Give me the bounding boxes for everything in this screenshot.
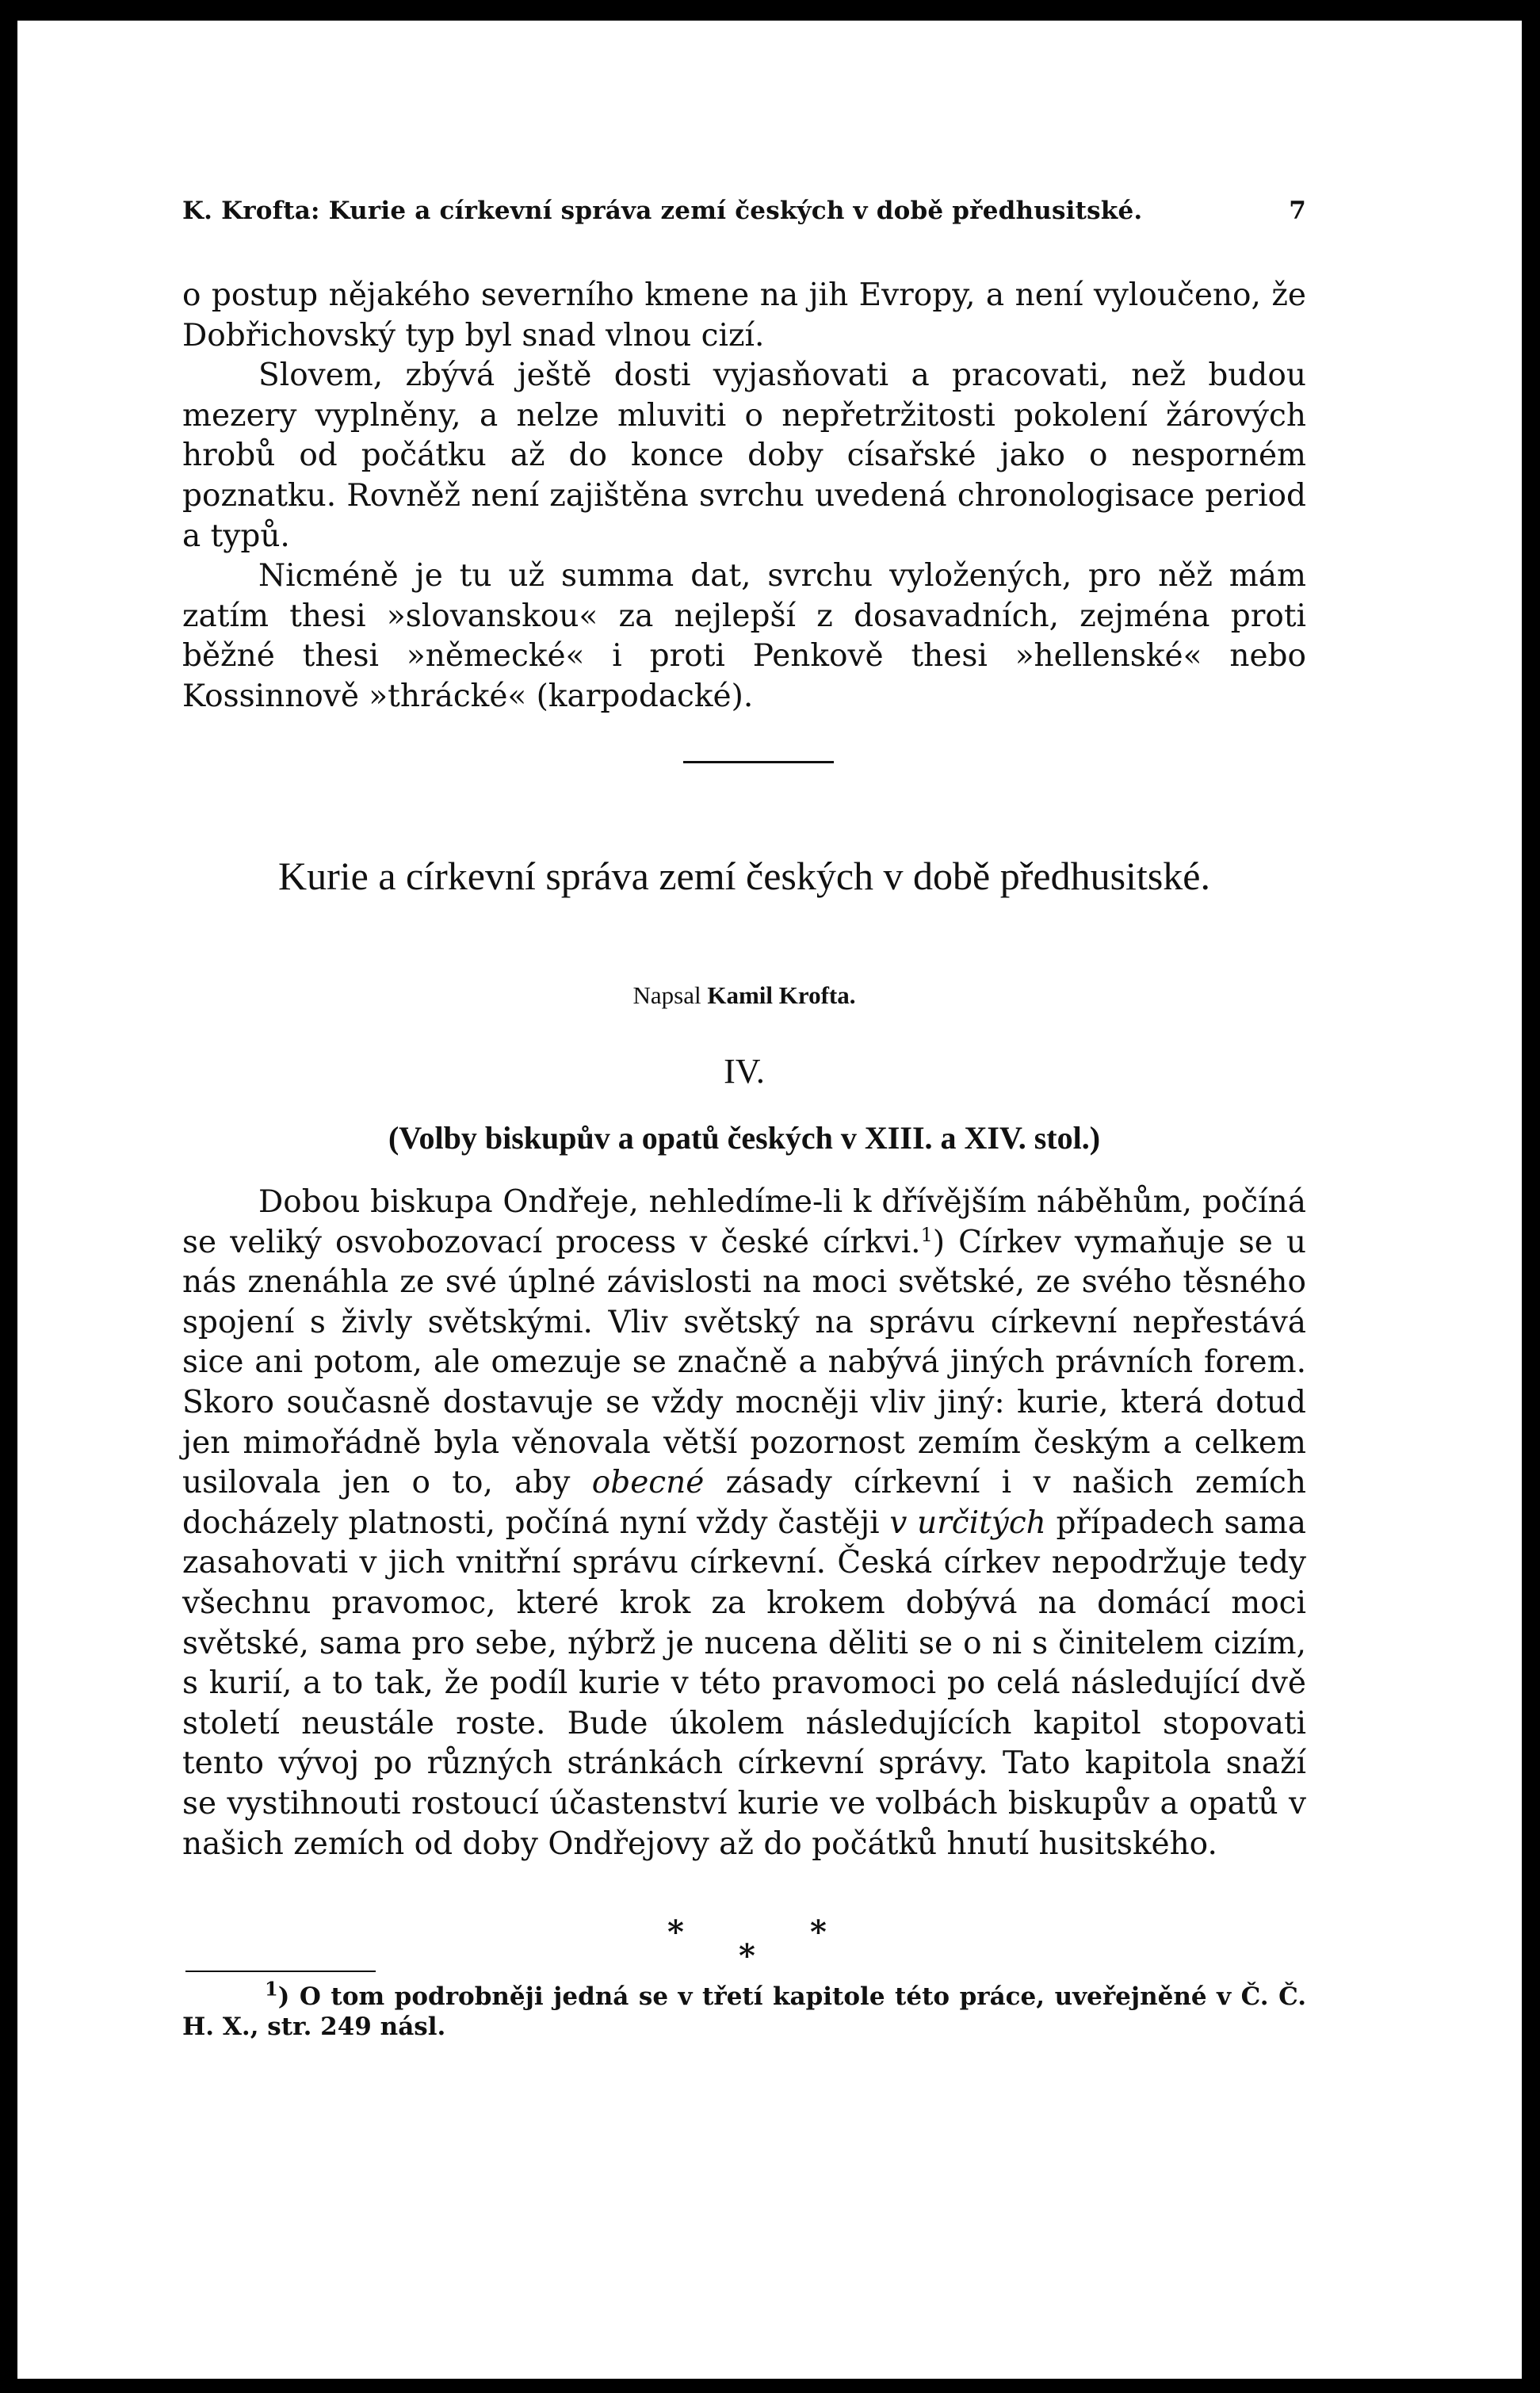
asterism-star-center: * bbox=[739, 1937, 755, 1974]
emphasis-urcitych: v určitých bbox=[889, 1504, 1046, 1541]
chapter-subtitle: (Volby biskupův a opatů českých v XIII. a XIV. stol.) bbox=[388, 1120, 1101, 1156]
emphasis-obecne: obecné bbox=[591, 1465, 705, 1501]
paragraph-continued: o postup nějakého severního kmene na jih Evropy, a není vyloučeno, že Dobřichovský typ byl snad vlnou cizí. bbox=[182, 277, 1306, 354]
chapter-number: IV. bbox=[724, 1052, 765, 1091]
article-title: Kurie a církevní správa zemí českých v době předhusitské. bbox=[278, 854, 1210, 898]
footnote-text: ) O tom podrobněji jedná se v třetí kapitole této práce, uveřejněné v Č. Č. H. X., str. 249 násl. bbox=[182, 1982, 1306, 2041]
article-paragraph bbox=[182, 1183, 1306, 1864]
footnote-reference: 1 bbox=[920, 1223, 933, 1246]
asterism bbox=[667, 1913, 858, 1977]
paragraph-summary: Slovem, zbývá ještě dosti vyjasňovati a pracovati, než budou mezery vyplněny, a nelze mluviti o nepřetržitosti pokolení žárových hrobů od počátku až do konce doby císařské jako o nesporném poznatku. Rovněž není zajištěna svrchu uvedená chronologisace period a typů. bbox=[182, 357, 1306, 554]
running-head bbox=[182, 197, 1306, 225]
main-section bbox=[182, 1183, 1306, 1864]
document-page bbox=[17, 21, 1522, 2379]
running-head-title: K. Krofta: Kurie a církevní správa zemí českých v době předhusitské. bbox=[182, 197, 1143, 225]
paragraph-part-4: případech sama zasahovati v jich vnitřní správu církevní. Česká církev nepodržuje tedy všechnu pravomoc, které krok za krokem dobývá na domácí moci světské, sama pro sebe, nýbrž je nucena děliti se o ni s činitelem cizím, s kurií, a to tak, že podíl kurie v této pravomoci po celá následující dvě století neustále roste. Bude úkolem následujících kapitol stopovati tento vývoj po různých stránkách církevní správy. Tato kapitola snaží se vystihnouti rostoucí účastenství kurie ve volbách biskupův a opatů v našich zemích od doby Ondřejovy až do počátků hnutí husitského. bbox=[182, 1504, 1306, 1862]
paragraph-part-3: zásady církevní i v našich zemích docházely platnosti, počíná nyní vždy častěji bbox=[182, 1465, 1307, 1541]
section-divider bbox=[683, 761, 834, 763]
footnote bbox=[182, 1977, 1306, 2042]
page-number: 7 bbox=[1289, 197, 1306, 225]
byline bbox=[182, 981, 1306, 1010]
paragraph-conclusion: Nicméně je tu už summa dat, svrchu vyložených, pro něž mám zatím thesi »slovanskou« za nejlepší z dosavadních, zejména proti běžné thesi »německé« i proti Penkově thesi »hellenské« nebo Kossinnově »thrácké« (karpodacké). bbox=[182, 558, 1306, 714]
paragraph-part-1: Dobou biskupa Ondřeje, nehledíme-li k dřívějším náběhům, počíná se veliký osvobozovací process v české církvi. bbox=[182, 1184, 1306, 1260]
byline-prefix: Napsal bbox=[632, 981, 701, 1009]
footnote-rule bbox=[185, 1971, 376, 1972]
asterism-star-left: * bbox=[667, 1913, 684, 1951]
asterism-star-right: * bbox=[810, 1913, 827, 1951]
paragraph-part-2: ) Církev vymaňuje se u nás znenáhla ze své úplné závislosti na moci světské, ze svého těsného spojení s živly světskými. Vliv světský na správu církevní nepřestává sice ani potom, ale omezuje se značně a nabývá jiných právních forem. Skoro současně dostavuje se vždy mocněji vliv jiný: kurie, která dotud jen mimořádně byla věnovala větší pozornost zemím českým a celkem usilovala jen o to, aby bbox=[182, 1224, 1306, 1501]
continued-section bbox=[182, 276, 1306, 717]
author-name: Kamil Krofta. bbox=[707, 981, 856, 1009]
footnote-mark: 1 bbox=[265, 1977, 278, 2001]
